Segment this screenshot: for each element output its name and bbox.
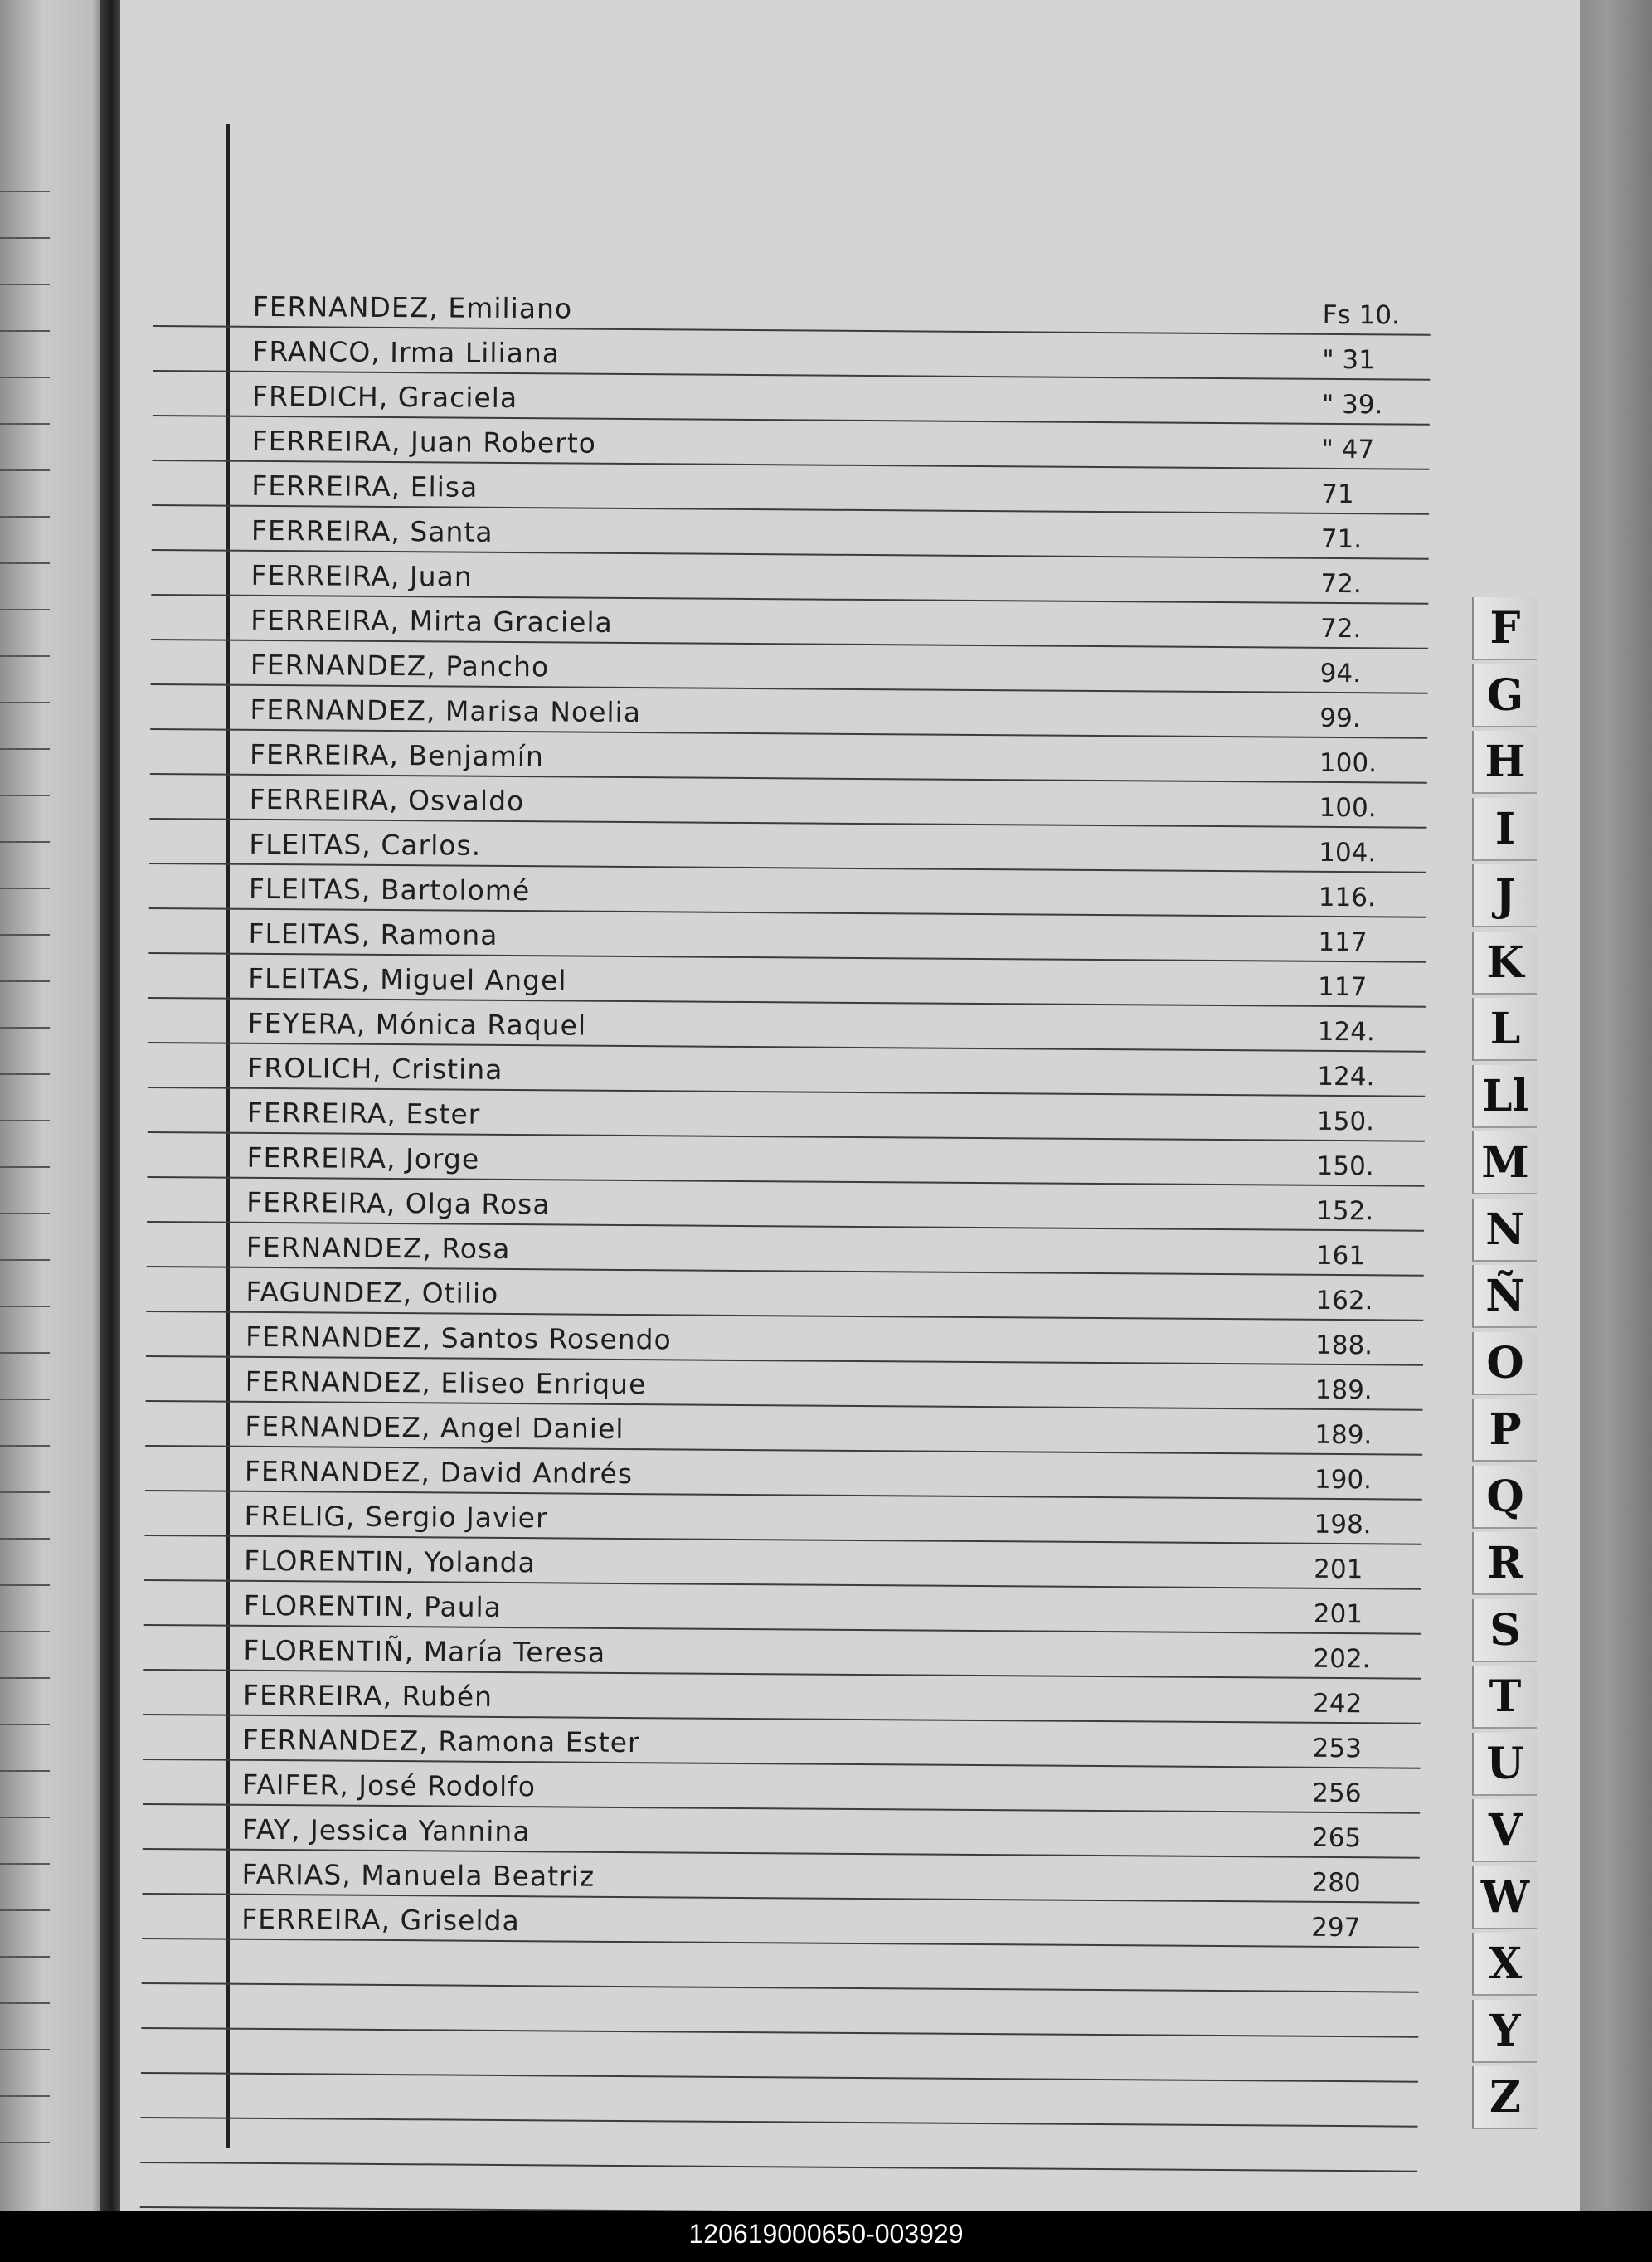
entry-folio: 94. <box>1319 658 1362 689</box>
entry-folio: 201 <box>1313 1598 1363 1630</box>
previous-page-rule <box>0 888 50 889</box>
entry-folio: 161 <box>1315 1240 1366 1272</box>
entry-name: FERNANDEZ, Eliseo Enrique <box>245 1364 647 1401</box>
previous-page-rule <box>0 562 50 564</box>
index-tab[interactable]: Z <box>1472 2066 1537 2129</box>
previous-page-rule <box>0 2142 50 2143</box>
entry-folio: 117 <box>1318 927 1368 958</box>
entry-name: FRELIG, Sergio Javier <box>244 1499 548 1535</box>
entry-name: FREDICH, Graciela <box>251 379 518 415</box>
previous-page-rule <box>0 1259 50 1261</box>
previous-page-rule <box>0 330 50 332</box>
entry-list <box>142 282 1431 1958</box>
previous-page-rule <box>0 795 50 796</box>
index-tab[interactable]: P <box>1472 1399 1537 1462</box>
index-tab[interactable]: T <box>1472 1666 1537 1729</box>
entry-name: FAIFER, José Rodolfo <box>242 1768 537 1803</box>
index-tab[interactable]: H <box>1472 731 1537 794</box>
entry-folio: 280 <box>1311 1867 1361 1899</box>
previous-page-rule <box>0 1120 50 1121</box>
previous-page-rule <box>0 516 50 518</box>
entry-folio: 71 <box>1321 479 1354 510</box>
previous-page-rule <box>0 423 50 425</box>
previous-page-rule <box>0 1863 50 1865</box>
previous-page-rule <box>0 1306 50 1307</box>
entry-name: FERREIRA, Mirta Graciela <box>250 603 613 639</box>
index-tab[interactable]: R <box>1472 1532 1537 1595</box>
previous-page-rule <box>0 1399 50 1400</box>
entry-name: FERREIRA, Osvaldo <box>249 782 525 818</box>
entry-name: FLORENTIN, Paula <box>243 1588 503 1623</box>
previous-page-rule <box>0 1677 50 1679</box>
footer-code: 120619000650-003929 <box>688 2219 964 2249</box>
entry-folio: 72. <box>1319 613 1362 645</box>
index-tab[interactable]: O <box>1472 1332 1537 1395</box>
entry-name: FROLICH, Cristina <box>247 1051 503 1086</box>
entry-folio: 189. <box>1314 1419 1373 1451</box>
entry-folio: 190. <box>1314 1464 1373 1496</box>
entry-folio: 242 <box>1312 1688 1363 1720</box>
index-tab[interactable]: V <box>1472 1799 1537 1862</box>
entry-folio: 256 <box>1312 1778 1362 1809</box>
previous-page-rule <box>0 748 50 750</box>
previous-page-rule <box>0 1724 50 1725</box>
entry-name: FERREIRA, Jorge <box>246 1141 480 1175</box>
entry-folio: " 39. <box>1321 389 1383 421</box>
entry-name: FERREIRA, Juan Roberto <box>251 424 597 460</box>
index-tab[interactable]: X <box>1472 1933 1537 1996</box>
index-tab[interactable]: Ñ <box>1472 1265 1537 1328</box>
entry-name: FERREIRA, Juan <box>250 558 473 593</box>
entry-folio: 189. <box>1314 1374 1373 1406</box>
previous-page-rule <box>0 191 50 192</box>
entry-folio: 253 <box>1312 1733 1362 1764</box>
entry-folio: 202. <box>1313 1643 1371 1675</box>
previous-page-rule <box>0 1166 50 1168</box>
entry-name: FERREIRA, Ester <box>246 1096 481 1131</box>
entry-name: FERREIRA, Benjamín <box>249 737 545 773</box>
entry-name: FLEITAS, Carlos. <box>249 827 482 862</box>
previous-page-rule <box>0 1956 50 1958</box>
previous-page-rule <box>0 1770 50 1772</box>
entry-name: FERNANDEZ, David Andrés <box>244 1454 634 1491</box>
previous-page-rule <box>0 1073 50 1075</box>
entry-folio: 188. <box>1314 1330 1373 1361</box>
entry-name: FERNANDEZ, Santos Rosendo <box>245 1320 672 1356</box>
entry-folio: 201 <box>1314 1554 1363 1585</box>
entry-folio: " 47 <box>1321 434 1375 465</box>
entry-folio: 104. <box>1319 837 1377 868</box>
entry-name: FARIAS, Manuela Beatriz <box>241 1857 595 1893</box>
entry-name: FERREIRA, Olga Rosa <box>246 1185 551 1221</box>
entry-folio: 265 <box>1311 1822 1362 1854</box>
previous-page-rule <box>0 655 50 657</box>
previous-page-rule <box>0 1817 50 1818</box>
ledger-page <box>120 0 1580 2211</box>
entry-name: FLORENTIN, Yolanda <box>244 1544 537 1579</box>
previous-page-rule <box>0 934 50 936</box>
previous-page-rule <box>0 1445 50 1447</box>
previous-page-rule <box>0 2049 50 2050</box>
index-tab[interactable]: J <box>1472 864 1537 927</box>
previous-page-rule <box>0 841 50 843</box>
entry-name: FERNANDEZ, Marisa Noelia <box>250 693 642 729</box>
entry-name: FERNANDEZ, Pancho <box>250 648 550 683</box>
previous-page-rule <box>0 609 50 610</box>
entry-folio: 72. <box>1320 568 1362 600</box>
previous-page-rule <box>0 702 50 703</box>
entry-folio: Fs 10. <box>1322 299 1401 331</box>
entry-name: FERNANDEZ, Ramona Ester <box>242 1723 640 1759</box>
entry-name: FAGUNDEZ, Otilio <box>245 1275 499 1310</box>
index-tab[interactable]: L <box>1472 998 1537 1061</box>
previous-page-rule <box>0 1027 50 1029</box>
entry-folio: 71. <box>1320 523 1363 555</box>
entry-name: FAY, Jessica Yannina <box>241 1812 531 1848</box>
entry-name: FLORENTIÑ, María Teresa <box>243 1633 606 1669</box>
previous-page-rule <box>0 237 50 239</box>
previous-page-rule <box>0 2002 50 2004</box>
entry-folio: 100. <box>1319 792 1377 824</box>
entry-name: FERREIRA, Rubén <box>242 1678 493 1713</box>
entry-name: FRANCO, Irma Liliana <box>252 334 561 370</box>
index-tab[interactable]: K <box>1472 932 1537 995</box>
previous-page-rule <box>0 1584 50 1586</box>
previous-page-rule <box>0 377 50 378</box>
entry-folio: 150. <box>1316 1150 1374 1182</box>
entry-folio: 124. <box>1317 1061 1375 1092</box>
previous-page-rule <box>0 980 50 982</box>
entry-folio: 124. <box>1317 1016 1375 1048</box>
entry-folio: 198. <box>1314 1509 1372 1540</box>
entry-name: FERREIRA, Santa <box>250 513 493 548</box>
entry-name: FLEITAS, Miguel Angel <box>248 961 567 997</box>
previous-page-rule <box>0 2095 50 2097</box>
index-tab[interactable]: S <box>1472 1599 1537 1662</box>
previous-page-edge <box>0 0 108 2211</box>
previous-page-rule <box>0 1631 50 1632</box>
entry-folio: 297 <box>1311 1912 1361 1943</box>
entry-name: FERREIRA, Elisa <box>251 469 479 503</box>
entry-name: FERNANDEZ, Rosa <box>245 1230 511 1266</box>
entry-name: FLEITAS, Bartolomé <box>248 872 531 907</box>
entry-folio: " 31 <box>1322 344 1376 376</box>
index-tab[interactable]: W <box>1472 1866 1537 1929</box>
previous-page-rule <box>0 1538 50 1540</box>
index-tab[interactable]: Ll <box>1472 1065 1537 1128</box>
index-tab[interactable]: G <box>1472 664 1537 727</box>
index-tab[interactable]: U <box>1472 1733 1537 1796</box>
entry-name: FLEITAS, Ramona <box>248 917 498 951</box>
alphabet-index-tabs <box>1472 597 1547 2169</box>
previous-page-rule <box>0 284 50 285</box>
previous-page-rule <box>0 1352 50 1354</box>
entry-name: FERNANDEZ, Emiliano <box>252 289 573 325</box>
index-tab[interactable]: Q <box>1472 1466 1537 1529</box>
entry-folio: 117 <box>1317 971 1368 1003</box>
entry-name: FERNANDEZ, Angel Daniel <box>245 1409 624 1445</box>
previous-page-rule <box>0 469 50 471</box>
index-tab[interactable]: N <box>1472 1199 1537 1262</box>
previous-page-rule <box>0 1491 50 1493</box>
index-tab[interactable]: Y <box>1472 2000 1537 2063</box>
index-tab[interactable]: I <box>1472 798 1537 861</box>
entry-folio: 162. <box>1315 1285 1373 1316</box>
entry-folio: 150. <box>1316 1106 1375 1137</box>
index-tab[interactable]: M <box>1472 1131 1537 1194</box>
entry-folio: 100. <box>1319 747 1377 779</box>
previous-page-rule <box>0 1213 50 1214</box>
index-tab[interactable]: F <box>1472 597 1537 660</box>
entry-name: FEYERA, Mónica Raquel <box>247 1006 587 1042</box>
entry-name: FERREIRA, Griselda <box>241 1902 520 1938</box>
entry-folio: 116. <box>1318 882 1377 913</box>
entry-folio: 152. <box>1316 1195 1374 1227</box>
previous-page-rule <box>0 1909 50 1911</box>
entry-folio: 99. <box>1319 703 1361 734</box>
